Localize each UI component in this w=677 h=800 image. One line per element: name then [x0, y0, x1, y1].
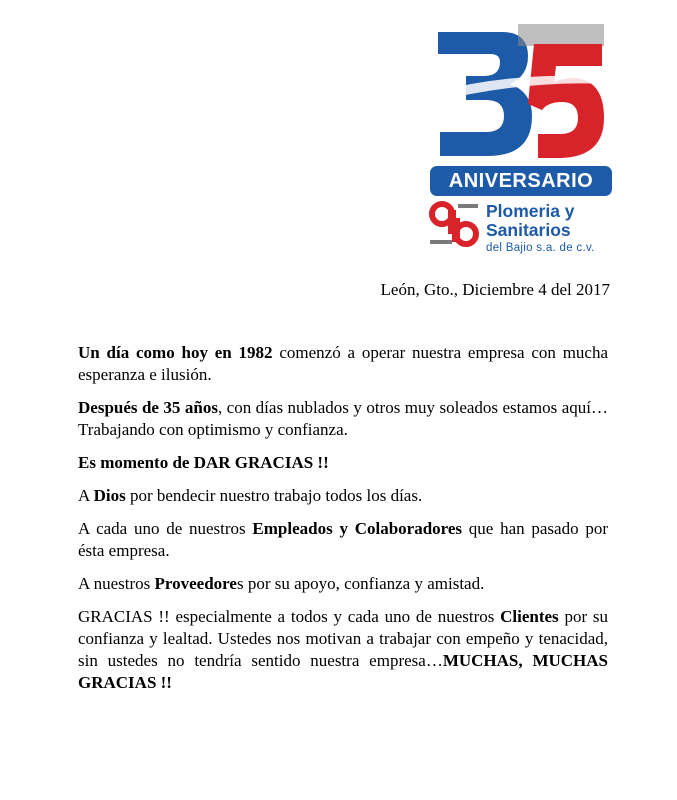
company-name: [486, 202, 595, 255]
company-name-line2: Sanitarios: [486, 220, 571, 240]
paragraph-founding: [78, 342, 608, 386]
paragraph-employees-bold: Empleados y Colaboradores: [252, 519, 463, 538]
dateline: León, Gto., Diciembre 4 del 2017: [380, 280, 610, 299]
paragraph-god-pre: A: [78, 486, 94, 505]
paragraph-35-years: [78, 397, 608, 441]
paragraph-35-years-bold: Después de 35 años: [78, 398, 218, 417]
paragraph-founding-bold: Un día como hoy en 1982: [78, 343, 273, 362]
paragraph-employees-text: que han pasado por ésta empresa.: [78, 519, 608, 560]
paragraph-god-bold: Dios: [93, 486, 126, 505]
paragraph-35-years-text: , con días nublados y otros muy soleados estamos aquí… Trabajando con optimismo y confianza.: [78, 398, 608, 439]
paragraph-clients-closing-bold: MUCHAS, MUCHAS GRACIAS !!: [78, 651, 609, 692]
company-name-line1: Plomeria y: [486, 201, 575, 221]
anniversary-35-logo-graphic: [432, 22, 608, 164]
paragraph-clients-pre: GRACIAS !! especialmente a todos y cada uno de nuestros: [78, 607, 501, 626]
paragraph-clients-bold: Clientes: [500, 607, 559, 626]
paragraph-god: [78, 485, 608, 507]
paragraph-god-text: por bendecir nuestro trabajo todos los días.: [125, 486, 423, 505]
company-name-line3: del Bajio s.a. de c.v.: [486, 242, 595, 254]
company-mark-icon: [428, 200, 480, 250]
paragraph-clients-text: por su confianza y lealtad. Ustedes nos motivan a trabajar con empeño y tenacidad, sin ustedes no tendría sentido nuestra empresa…: [78, 607, 608, 670]
logo-digit-5: [528, 44, 604, 158]
paragraph-employees-pre: A cada uno de nuestros: [78, 519, 253, 538]
paragraph-suppliers-pre: A nuestros: [78, 574, 155, 593]
logo-digit-5-top: [518, 24, 604, 46]
paragraph-employees: [78, 518, 608, 562]
paragraph-suppliers-bold: Proveedore: [154, 574, 237, 593]
anniversary-banner: ANIVERSARIO: [430, 166, 612, 196]
letter-body: [78, 342, 608, 705]
paragraph-thanks-heading-bold: Es momento de DAR GRACIAS !!: [78, 453, 329, 472]
paragraph-suppliers: [78, 573, 608, 595]
paragraph-founding-text: comenzó a operar nuestra empresa con mucha esperanza e ilusión.: [78, 343, 609, 384]
paragraph-suppliers-text: s por su apoyo, confianza y amistad.: [236, 574, 485, 593]
paragraph-thanks-heading: [78, 452, 608, 474]
paragraph-clients: [78, 606, 608, 694]
anniversary-logo: [420, 22, 620, 258]
